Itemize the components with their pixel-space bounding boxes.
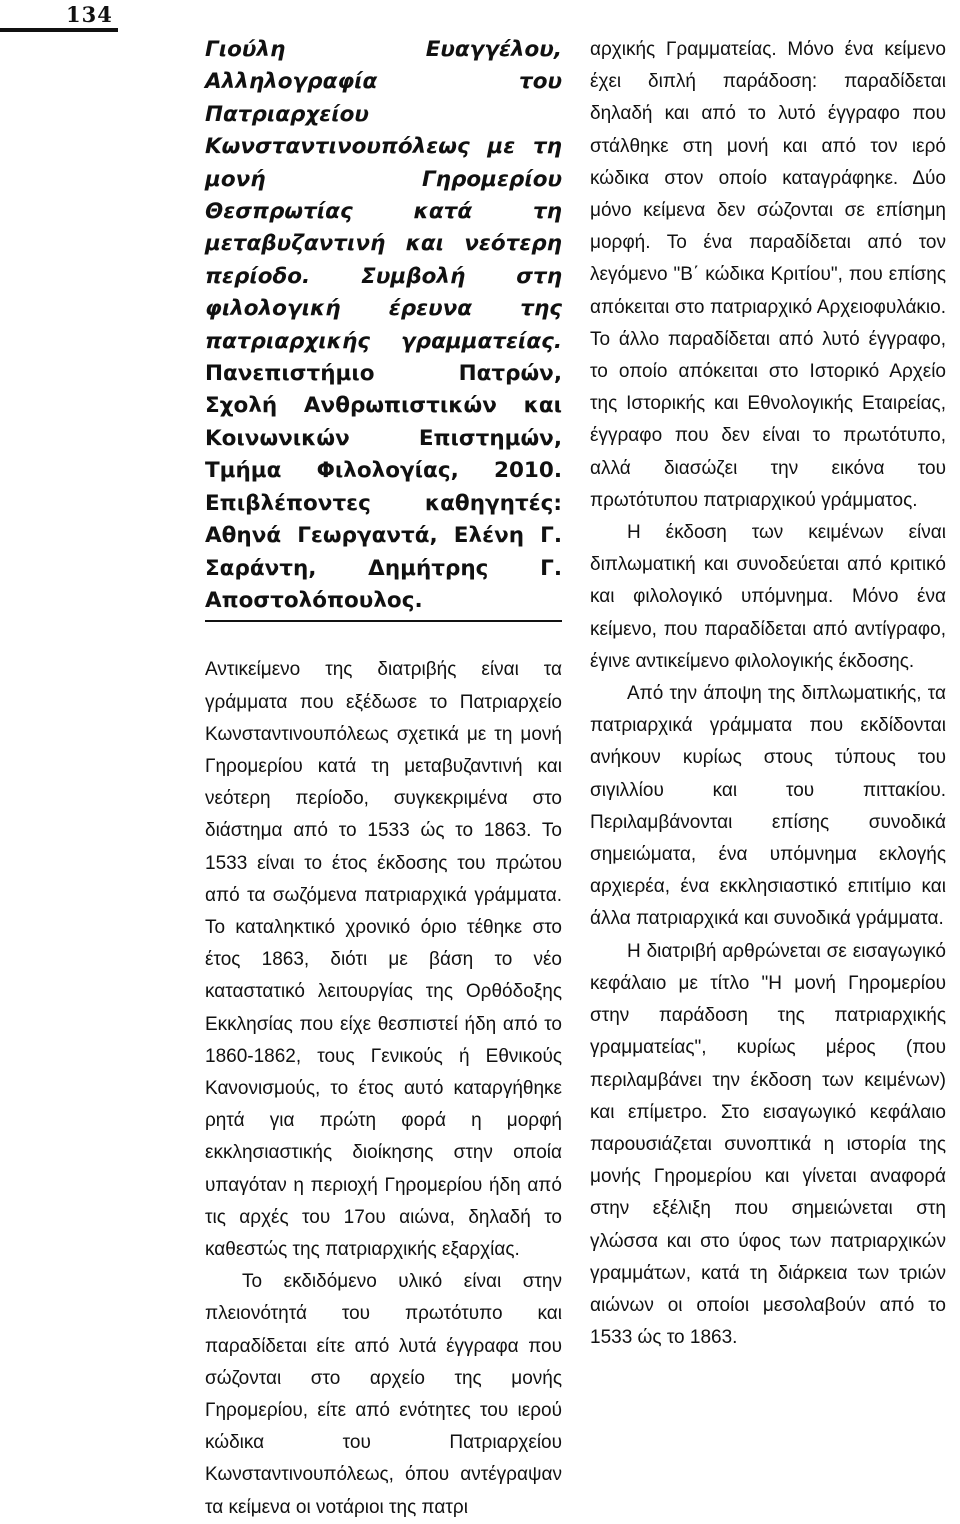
page-number: 134 xyxy=(66,2,113,27)
thesis-entry-header xyxy=(205,32,562,617)
entry-header-rule xyxy=(205,620,562,622)
paragraph-4: Από την άποψη της διπλωματικής, τα πατριαρχικά γράμματα που εκδίδονται ανήκουν κυρίως στους τύπους του σιγιλλίου και του πιττακίου. Περιλαμβάνονται επίσης συνοδικά σημειώματα, ένα υπόμνημα εκλογής αρχιερέα, ένα εκκλησιαστικό επιτίμιο και άλλα πατριαρχικά και συνοδικά γράμματα. xyxy=(590,683,946,930)
entry-supervisors: Επιβλέποντες καθηγητές: Αθηνά Γεωργαντά, Ελένη Γ. Σαράντη, Δημήτρης Γ. Αποστολόπουλος. xyxy=(205,490,562,613)
paragraph-2: Το εκδιδόμενο υλικό είναι στην πλειονότητά του πρωτότυπο και παραδίδεται είτε από λυτά έγγραφα που σώζονται στο αρχείο της μονής Γηρομερίου, είτε από ενότητες του ιερού κώδικα του Πατριαρχείου Κωνσταντινουπόλεως, όπου αντέγραψαν τα κείμενα οι νοτάριοι της πατρι xyxy=(205,1271,562,1518)
right-column xyxy=(590,32,946,1354)
paragraph-3: Η έκδοση των κειμένων είναι διπλωματική και συνοδεύεται από κριτικό και φιλολογικό υπόμνημα. Μόνο ένα κείμενο, που παραδίδεται από αντίγραφο, έγινε αντικείμενο φιλολογικής έκδοσης. xyxy=(590,522,946,672)
left-body xyxy=(205,654,562,1523)
entry-title: Αλληλογραφία του Πατριαρχείου Κωνσταντινουπόλεως με τη μονή Γηρομερίου Θεσπρωτίας κατά τη μεταβυζαντινή και νεότερη περίοδο. Συμβολή στη φιλολογική έρευνα της πατριαρχικής γραμματείας. xyxy=(205,69,562,354)
paragraph-1: Αντικείμενο της διατριβής είναι τα γράμματα που εξέδωσε το Πατριαρχείο Κωνσταντινουπόλεως σχετικά με τη μονή Γηρομερίου κατά τη μεταβυζαντινή και νεότερη περίοδο, συγκεκριμένα στο διάστημα από το 1533 ώς το 1863. Το 1533 είναι το έτος έκδοσης του πρώτου από τα σωζόμενα πατριαρχικά γράμματα. Το καταληκτικό χρονικό όριο τέθηκε στο έτος 1863, διότι με βάση το νέο καταστατικό λειτουργίας της Ορθόδοξης Εκκλησίας που είχε θεσπιστεί ήδη από το 1860-1862, τους Γενικούς ή Εθνικούς Κανονισμούς, το έτος αυτό καταργήθηκε ρητά για πρώτη φορά η μορφή εκκλησιαστικής διοίκησης στην οποία υπαγόταν η περιοχή Γηρομερίου ήδη από τις αρχές του 17ου αιώνα, δηλαδή το καθεστώς της πατριαρχικής εξαρχίας. xyxy=(205,659,562,1260)
right-body xyxy=(590,34,946,1354)
paragraph-2-continued: αρχικής Γραμματείας. Μόνο ένα κείμενο έχει διπλή παράδοση: παραδίδεται δηλαδή και από το λυτό έγγραφο που στάλθηκε στη μονή και από τον ιερό κώδικα στον οποίο καταγράφηκε. Δύο μόνο κείμενα δεν σώζονται σε επίσημη μορφή. Το ένα παραδίδεται από τον λεγόμενο "Β΄ κώδικα Κριτίου", που επίσης απόκειται στο πατριαρχικό Αρχειοφυλάκιο. Το άλλο παραδίδεται από λυτό έγγραφο, το οποίο απόκειται στο Ιστορικό Αρχείο της Ιστορικής και Εθνολογικής Εταιρείας, έγγραφο που δεν είναι το πρωτότυπο, αλλά διασώζει την εικόνα του πρωτότυπου πατριαρχικού γράμματος. xyxy=(590,39,946,511)
page-number-rule xyxy=(0,28,118,32)
left-column xyxy=(205,32,562,1524)
paragraph-5: Η διατριβή αρθρώνεται σε εισαγωγικό κεφάλαιο με τίτλο "Η μονή Γηρομερίου στην παράδοση της πατριαρχικής γραμματείας", κυρίως μέρος (που περιλαμβάνει την έκδοση των κειμένων) και επίμετρο. Στο εισαγωγικό κεφάλαιο παρουσιάζεται συνοπτικά η ιστορία της μονής Γηρομερίου και γίνεται αναφορά στην εξέλιξη που σημειώνεται στη γλώσσα και στο ύφος των πατριαρχικών γραμμάτων, κατά τη διάρκεια των τριών αιώνων οι οποίοι μεσολαβούν από το 1533 ώς το 1863. xyxy=(590,940,946,1349)
entry-author: Γιούλη Ευαγγέλου, xyxy=(205,37,562,62)
entry-institution: Πανεπιστήμιο Πατρών, Σχολή Ανθρωπιστικών και Κοινωνικών Επιστημών, Τμήμα Φιλολογίας, 2010. xyxy=(205,361,562,484)
